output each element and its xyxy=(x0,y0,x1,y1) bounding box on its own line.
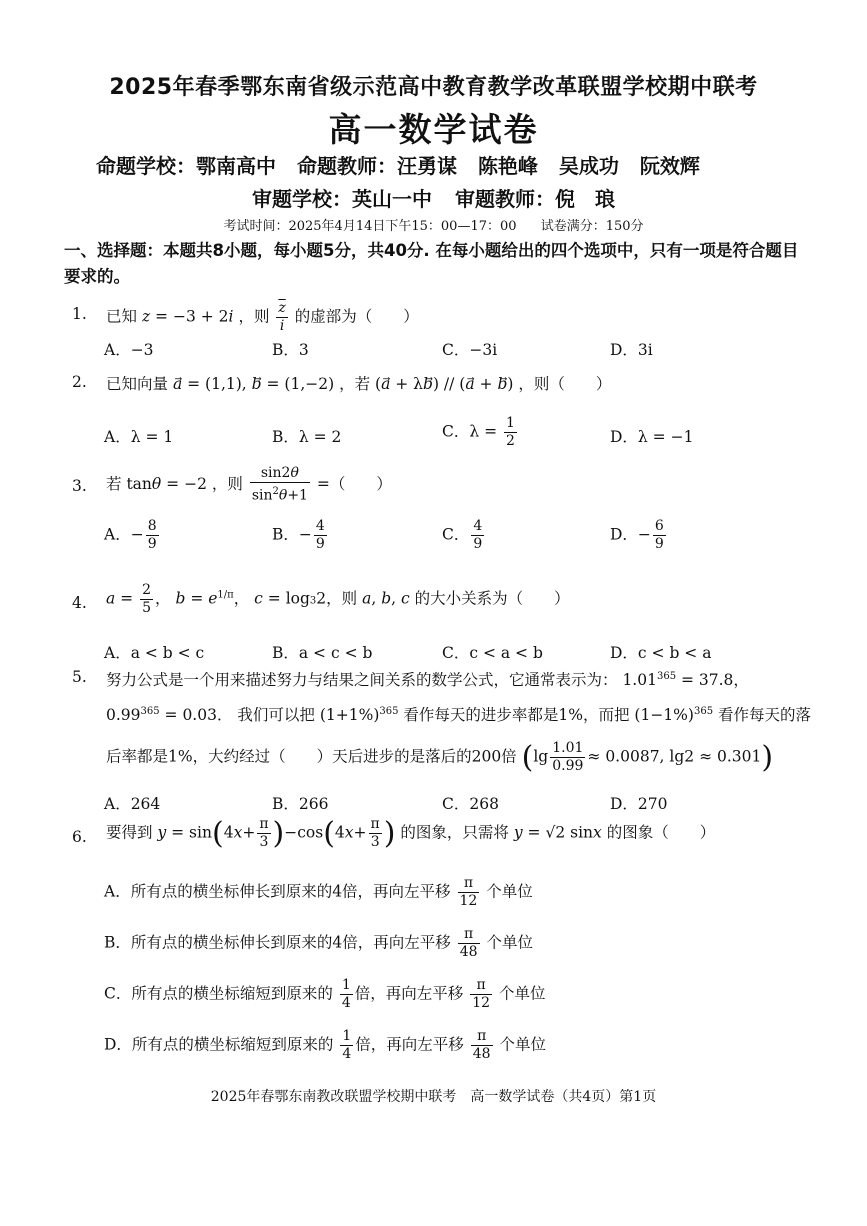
stem-text: 已知 xyxy=(106,307,138,326)
option-b[interactable]: B．266 xyxy=(272,795,329,813)
question-stem: 已知向量 a⃗ = (1,1), b⃗ = (1,−2) ，若 (a⃗ + λb⃗) // (a⃗ + b⃗) ，则（ ） xyxy=(106,375,612,393)
stem-text: 看作每天的落 xyxy=(718,706,812,724)
option-c-label: C． xyxy=(442,525,470,544)
paper-title: 高一数学试卷 xyxy=(328,110,539,149)
stem-text: ，则（ ） xyxy=(518,375,612,393)
formula-fraction: $\frac{1}{2}$ xyxy=(506,415,515,449)
question-number: 2. xyxy=(72,373,87,391)
option-c[interactable] xyxy=(442,415,519,450)
proposers-line xyxy=(96,150,796,179)
question-stem-line1: 努力公式是一个用来描述努力与结果之间关系的数学公式，它通常表示为： $1.01^{365} = 37.8$， xyxy=(106,670,749,689)
formula-fraction: $\frac{8}{9}$ xyxy=(147,518,157,552)
option-a[interactable]: A．λ = 1 xyxy=(104,428,174,446)
option-b[interactable] xyxy=(272,518,329,553)
option-c-label: C．所有点的横坐标缩短到原来的 xyxy=(104,984,333,1003)
option-d[interactable] xyxy=(104,1028,546,1063)
unit-text: 个单位 xyxy=(499,1035,547,1054)
proposer-teacher-2: 陈艳峰 xyxy=(477,154,538,178)
section-1-instructions: 一、选择题：本题共8小题，每小题5分，共40分. 在每小题给出的四个选项中，只有一项是符合题目要求的。 xyxy=(64,241,799,286)
option-d[interactable] xyxy=(610,518,668,553)
option-a-label: A．− xyxy=(104,525,144,544)
reviewer-school: 审题学校：英山一中 xyxy=(252,187,433,211)
option-c[interactable]: C．−3i xyxy=(442,341,498,359)
stem-text: 努力公式是一个用来描述努力与结果之间关系的数学公式，它通常表示为： xyxy=(106,671,618,689)
question-number: 5. xyxy=(72,668,87,686)
stem-text: 若 xyxy=(106,474,122,493)
option-b[interactable]: B．a < c < b xyxy=(272,644,373,662)
option-b[interactable] xyxy=(104,926,533,961)
formula-fraction: $\frac{1}{4}$ xyxy=(341,977,351,1011)
proposer-school: 命题学校：鄂南高中 xyxy=(96,154,276,178)
option-d-label: D．− xyxy=(610,525,651,544)
question-stem-line3: 后率都是1%，大约经过（ ）天后进步的是落后的200倍 (lg $\frac{1.01}{0.99}$ ≈ 0.0087, lg2 ≈ 0.301) xyxy=(106,740,774,775)
question-stem: 已知 z = −3 + 2i ，则 $\frac{\overline{z}}{i}$ 的虚部为（ ） xyxy=(106,300,419,334)
stem-text: 我们可以把 xyxy=(237,706,315,724)
proposer-teacher-3: 吴成功 xyxy=(558,154,619,178)
question-number: 3. xyxy=(72,477,87,495)
option-d[interactable]: D．3i xyxy=(610,341,653,359)
proposer-teacher-1: 命题教师：汪勇谋 xyxy=(296,154,457,178)
formula-fraction: $\frac{\sin 2\theta}{\sin^2\theta+1}$ xyxy=(251,465,308,504)
full-score: 试卷满分：150分 xyxy=(540,219,644,234)
option-b[interactable]: B．λ = 2 xyxy=(272,428,342,446)
formula-fraction: $\frac{1.01}{0.99}$ xyxy=(552,740,584,774)
question-stem-line2: $0.99^{365} = 0.03$． 我们可以把 $(1+1\%)^{365}$ 看作每天的进步率都是1%，而把 $(1-1\%)^{365}$ 看作每天的落 xyxy=(106,705,812,724)
unit-text: 个单位 xyxy=(486,882,533,901)
stem-text: 后率都是1%，大约经过（ ）天后进步的是落后的200倍 xyxy=(106,747,517,766)
exam-info-line xyxy=(0,215,867,234)
stem-text: ，若 xyxy=(339,375,371,393)
option-c[interactable] xyxy=(104,977,545,1012)
reviewers-line xyxy=(0,183,867,212)
stem-text: =（ ） xyxy=(316,474,392,493)
option-d-label: D．所有点的横坐标缩短到原来的 xyxy=(104,1035,334,1054)
question-stem: a = $\frac{2}{5}$ ， $b = e^{1/\pi}$， c = log32，则 a, b, c 的大小关系为（ ） xyxy=(106,582,570,616)
stem-text: 要得到 xyxy=(106,823,153,842)
formula-fraction: $\frac{\overline{z}}{i}$ xyxy=(278,300,286,334)
question-number: 1. xyxy=(72,305,87,323)
formula-fraction: $\frac{\pi}{48}$ xyxy=(472,1028,491,1062)
options-row xyxy=(104,338,744,368)
option-a[interactable]: A．264 xyxy=(104,795,161,813)
exam-series-title: 2025年春季鄂东南省级示范高中教育教学改革联盟学校期中联考 xyxy=(109,75,758,100)
formula-fraction: $\frac{\pi}{12}$ xyxy=(472,977,491,1011)
unit-text: 个单位 xyxy=(486,933,533,952)
stem-text: 的大小关系为（ ） xyxy=(414,589,570,608)
formula-fraction: $\frac{\pi}{3}$ xyxy=(259,816,269,850)
page-footer: 2025年春鄂东南教改联盟学校期中联考 高一数学试卷（共4页）第1页 xyxy=(210,1089,657,1105)
option-d[interactable]: D．λ = −1 xyxy=(610,428,694,446)
stem-text: ，则 xyxy=(238,307,270,326)
question-stem: 要得到 y = sin(4x+ $\frac{\pi}{3}$ )−cos(4x+ $\frac{\pi}{3}$ ) 的图象，只需将 y = √2 sinx 的图象（ ） xyxy=(106,816,716,851)
formula-fraction: $\frac{2}{5}$ xyxy=(142,582,152,616)
options-row xyxy=(104,641,744,671)
question-number: 4. xyxy=(72,594,87,612)
option-c[interactable] xyxy=(442,518,486,553)
options-row xyxy=(104,518,744,552)
formula-fraction: $\frac{4}{9}$ xyxy=(473,518,483,552)
option-a[interactable] xyxy=(104,518,161,553)
stem-text: ，则 xyxy=(211,474,243,493)
option-c-label: C．λ = xyxy=(442,422,498,441)
formula-fraction: $\frac{4}{9}$ xyxy=(315,518,325,552)
exam-time: 考试时间：2025年4月14日下午15：00—17：00 xyxy=(223,219,517,234)
formula-fraction: $\frac{6}{9}$ xyxy=(654,518,664,552)
formula-fraction: $\frac{1}{4}$ xyxy=(342,1028,352,1062)
option-d[interactable]: D．c < b < a xyxy=(610,644,712,662)
reviewer-teacher: 审题教师：倪 琅 xyxy=(454,187,615,211)
option-a[interactable] xyxy=(104,875,533,910)
stem-text: 的图象，只需将 xyxy=(400,823,509,842)
stem-text: 的图象（ ） xyxy=(606,823,716,842)
question-number: 6. xyxy=(72,828,87,846)
option-b-label: B．所有点的横坐标伸长到原来的4倍，再向左平移 xyxy=(104,933,451,952)
unit-text: 个单位 xyxy=(498,984,546,1003)
option-b[interactable]: B．3 xyxy=(272,341,309,359)
option-b-label: B．− xyxy=(272,525,312,544)
option-c[interactable]: C．c < a < b xyxy=(442,644,543,662)
option-a[interactable]: A．−3 xyxy=(104,341,154,359)
option-c[interactable]: C．268 xyxy=(442,795,499,813)
question-stem: 若 tanθ = −2 ，则 $\frac{\sin 2\theta}{\sin^2\theta+1}$ =（ ） xyxy=(106,465,392,504)
stem-text: 看作每天的进步率都是1%，而把 xyxy=(403,706,630,724)
mid-text: 倍，再向左平移 xyxy=(354,984,464,1003)
option-a-label: A．所有点的横坐标伸长到原来的4倍，再向左平移 xyxy=(104,882,451,901)
proposer-teacher-4: 阮效辉 xyxy=(639,154,700,178)
option-d[interactable]: D．270 xyxy=(610,795,668,813)
stem-text: 已知向量 xyxy=(106,375,169,393)
options-row xyxy=(104,415,744,455)
option-a[interactable]: A．a < b < c xyxy=(104,644,205,662)
stem-text: 的虚部为（ ） xyxy=(294,307,419,326)
formula-fraction: $\frac{\pi}{48}$ xyxy=(459,926,478,960)
formula-fraction: $\frac{\pi}{12}$ xyxy=(459,875,478,909)
mid-text: 倍，再向左平移 xyxy=(355,1035,464,1054)
formula-fraction: $\frac{\pi}{3}$ xyxy=(370,816,380,850)
